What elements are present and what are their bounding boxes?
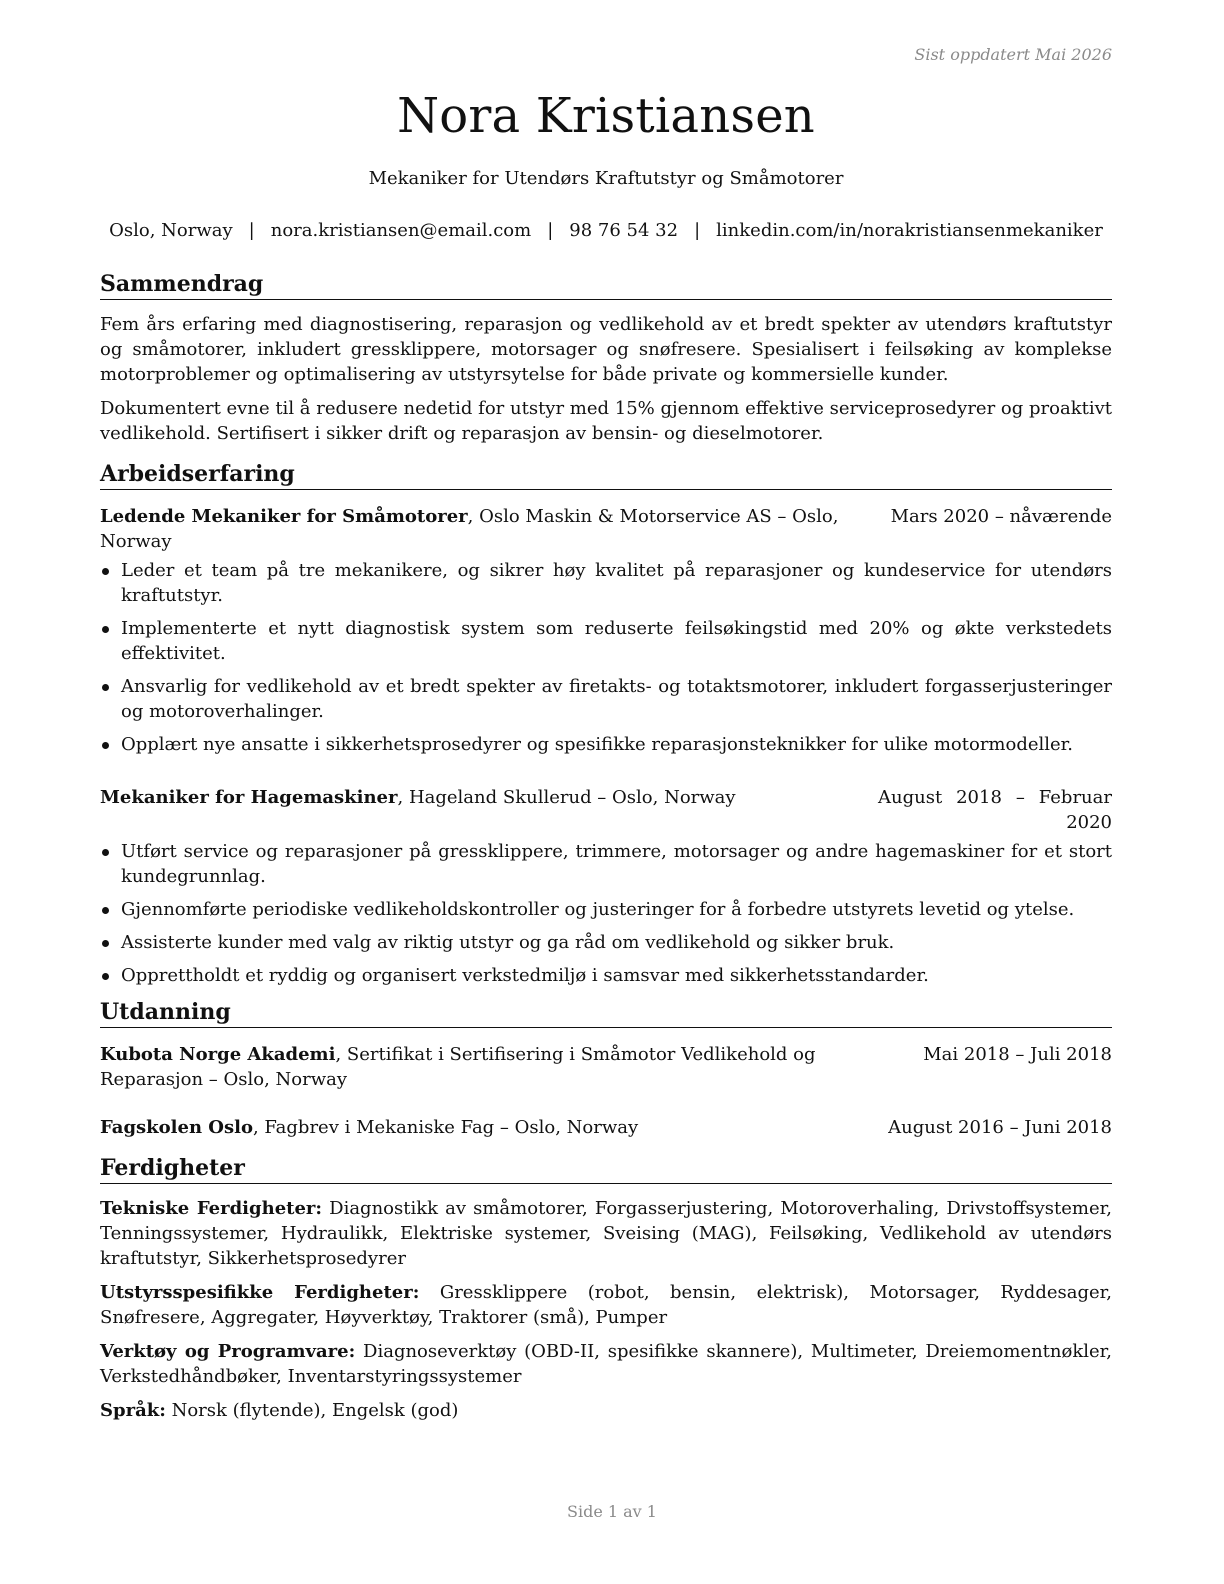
contact-separator: | [547, 220, 554, 241]
bullet-icon [102, 742, 109, 749]
skill-text: Diagnostikk av småmotorer, Forgasserjustering, Motoroverhaling, Drivstoffsystemer, Tenningssystemer, Hydraulikk, Elektriske systemer, Sveising (MAG), Feilsøking, Vedlikehold av utendørs kraftutstyr, Sikkerhetsprosedyrer [100, 1198, 1112, 1269]
job-dates: Mars 2020 – nåværende [890, 506, 1112, 527]
job-company: , Oslo Maskin & Motorservice AS – Oslo, Norway [100, 506, 839, 552]
bullet-icon [102, 907, 109, 914]
resume-page [100, 0, 1112, 1584]
job-entry [100, 504, 1112, 757]
page-number: Side 1 av 1 [567, 1502, 657, 1521]
skill-label: Utstyrsspesifikke Ferdigheter: [100, 1282, 420, 1303]
education-school: Kubota Norge Akademi [100, 1044, 336, 1065]
bullet-icon [102, 568, 109, 575]
skill-group [100, 1339, 1112, 1389]
skill-label: Språk: [100, 1400, 166, 1421]
list-item: Opplært nye ansatte i sikkerhetsprosedyrer og spesifikke reparasjonsteknikker for ulike motormodeller. [100, 732, 1112, 757]
education-detail: , Sertifikat i Sertifisering i Småmotor Vedlikehold og Reparasjon – Oslo, Norway [100, 1044, 816, 1090]
education-entry [100, 1115, 1112, 1140]
list-item: Ansvarlig for vedlikehold av et bredt spekter av firetakts- og totaktsmotorer, inkludert forgasserjusteringer og motoroverhalinger. [100, 674, 1112, 724]
experience-section [100, 460, 1112, 988]
list-item: Leder et team på tre mekanikere, og sikrer høy kvalitet på reparasjoner og kundeservice for utendørs kraftutstyr. [100, 558, 1112, 608]
education-entry [100, 1042, 1112, 1092]
bullet-icon [102, 684, 109, 691]
summary-paragraph: Dokumentert evne til å redusere nedetid for utstyr med 15% gjennom effektive serviceprosedyrer og proaktivt vedlikehold. Sertifisert i sikker drift og reparasjon av bensin- og dieselmotorer. [100, 398, 1112, 444]
education-dates: Mai 2018 – Juli 2018 [923, 1044, 1112, 1065]
skill-group [100, 1398, 1112, 1423]
job-role: Ledende Mekaniker for Småmotorer [100, 506, 468, 527]
contact-line [100, 219, 1112, 243]
resume-content [100, 270, 1112, 1423]
bullet-icon [102, 849, 109, 856]
list-item: Gjennomførte periodiske vedlikeholdskontroller og justeringer for å forbedre utstyrets levetid og ytelse. [100, 897, 1112, 922]
bullet-icon [102, 940, 109, 947]
section-title-summary: Sammendrag [100, 270, 1112, 300]
section-title-experience: Arbeidserfaring [100, 460, 1112, 490]
education-school: Fagskolen Oslo [100, 1117, 253, 1138]
job-title: Mekaniker for Utendørs Kraftutstyr og Småmotorer [368, 168, 844, 189]
contact-email[interactable]: nora.kristiansen@email.com [270, 220, 532, 241]
bullet-icon [102, 626, 109, 633]
skill-group [100, 1196, 1112, 1271]
section-title-skills: Ferdigheter [100, 1154, 1112, 1184]
job-entry [100, 785, 1112, 988]
education-detail: , Fagbrev i Mekaniske Fag – Oslo, Norway [252, 1117, 639, 1138]
skills-section [100, 1154, 1112, 1423]
list-item: Assisterte kunder med valg av riktig utstyr og ga råd om vedlikehold og sikker bruk. [100, 930, 1112, 955]
list-item: Utført service og reparasjoner på gressklippere, trimmere, motorsager og andre hagemaskiner for et stort kundegrunnlag. [100, 839, 1112, 889]
skill-label: Verktøy og Programvare: [100, 1341, 356, 1362]
summary-paragraph: Fem års erfaring med diagnostisering, reparasjon og vedlikehold av et bredt spekter av utendørs kraftutstyr og småmotorer, inkludert gressklippere, motorsager og snøfresere. Spesialisert i feilsøking av komplekse motorproblemer og optimalisering av utstyrsytelse for både private og kommersielle kunder. [100, 314, 1112, 385]
contact-location: Oslo, Norway [109, 220, 233, 241]
job-header [100, 504, 1112, 554]
bullet-icon [102, 973, 109, 980]
contact-phone: 98 76 54 32 [569, 220, 679, 241]
education-dates: August 2016 – Juni 2018 [888, 1117, 1112, 1138]
skill-text: Diagnoseverktøy (OBD-II, spesifikke skannere), Multimeter, Dreiemomentnøkler, Verkstedhåndbøker, Inventarstyringssystemer [100, 1341, 1112, 1387]
job-header [100, 785, 1112, 835]
contact-separator: | [694, 220, 701, 241]
job-company: , Hageland Skullerud – Oslo, Norway [397, 787, 736, 808]
section-title-education: Utdanning [100, 998, 1112, 1028]
list-item: Implementerte et nytt diagnostisk system som reduserte feilsøkingstid med 20% og økte verkstedets effektivitet. [100, 616, 1112, 666]
skill-text: Gressklippere (robot, bensin, elektrisk), Motorsager, Ryddesager, Snøfresere, Aggregater, Høyverktøy, Traktorer (små), Pumper [100, 1282, 1112, 1328]
skill-text: Norsk (flytende), Engelsk (god) [165, 1400, 459, 1421]
contact-linkedin[interactable]: linkedin.com/in/norakristiansenmekaniker [716, 220, 1103, 241]
skill-label: Tekniske Ferdigheter: [100, 1198, 323, 1219]
candidate-name: Nora Kristiansen [397, 88, 815, 144]
contact-separator: | [248, 220, 255, 241]
list-item: Opprettholdt et ryddig og organisert verkstedmiljø i samsvar med sikkerhetsstandarder. [100, 963, 1112, 988]
job-role: Mekaniker for Hagemaskiner [100, 787, 398, 808]
job-bullets [100, 558, 1112, 757]
skill-group [100, 1280, 1112, 1330]
job-bullets [100, 839, 1112, 988]
education-section [100, 998, 1112, 1140]
last-updated: Sist oppdatert Mai 2026 [914, 45, 1112, 64]
job-dates: August 2018 – Februar 2020 [878, 787, 1112, 833]
summary-section [100, 270, 1112, 446]
